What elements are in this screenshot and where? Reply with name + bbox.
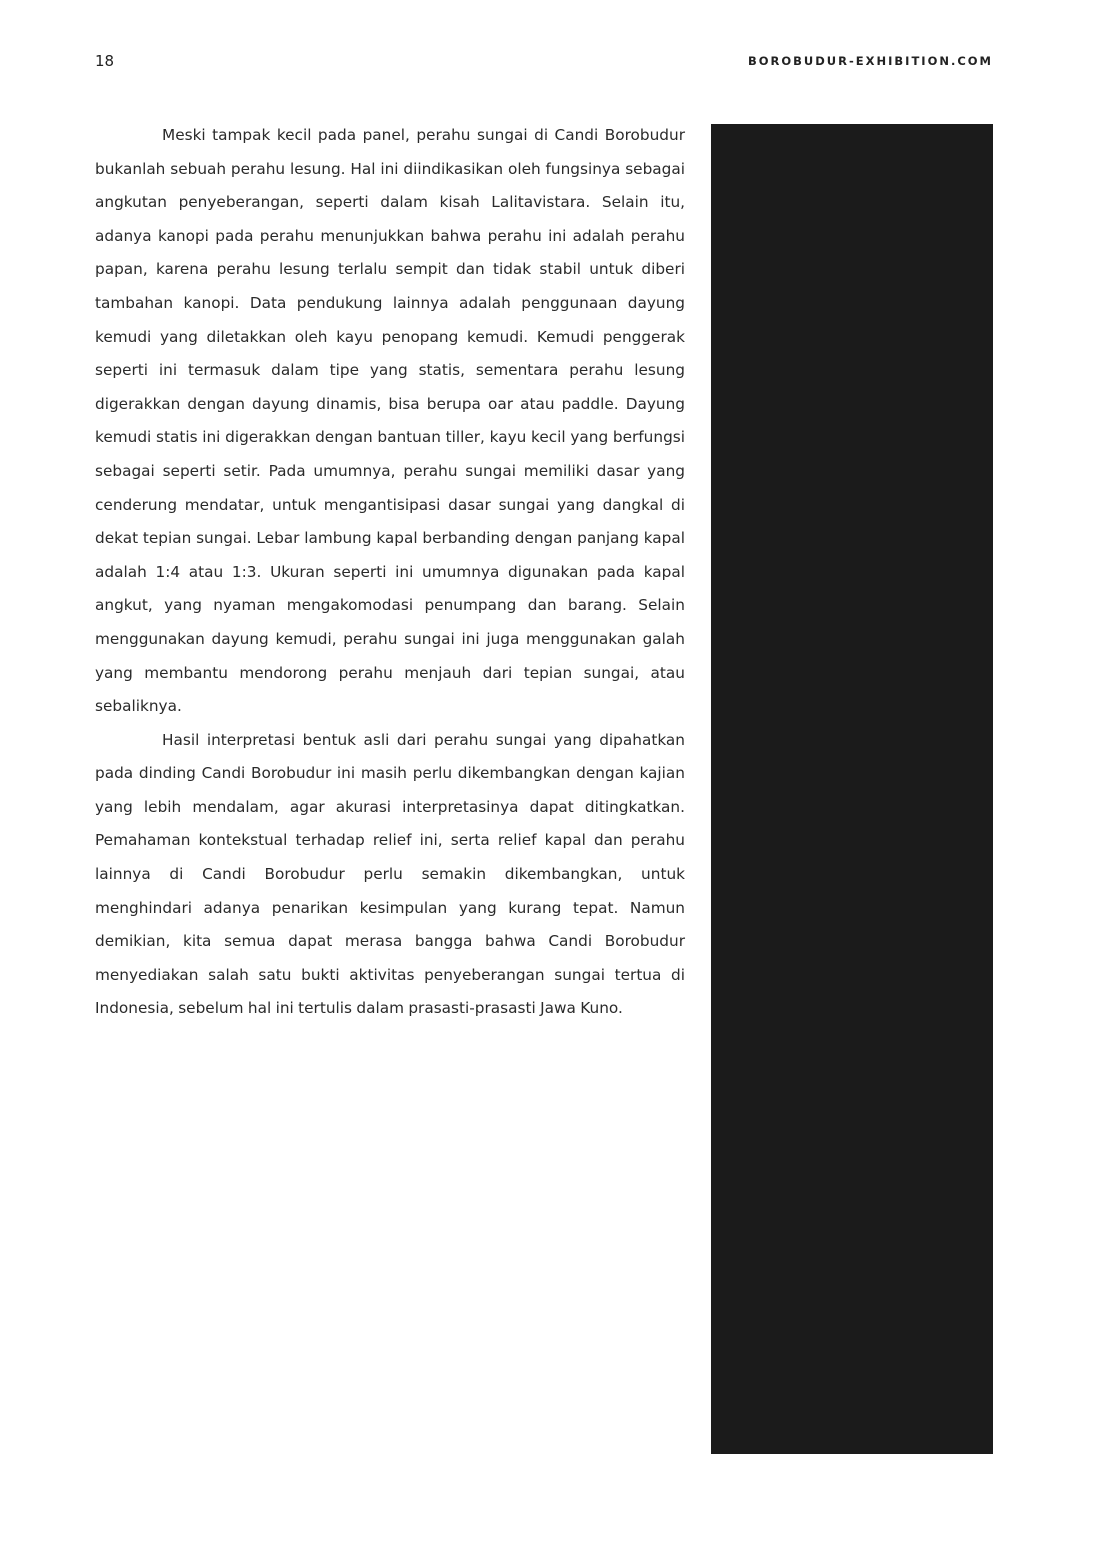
paragraph: Hasil interpretasi bentuk asli dari perahu sungai yang dipahatkan pada dinding Candi Borobudur ini masih perlu dikembangkan dengan kajian yang lebih mendalam, agar akurasi interpretasinya dapat ditingkatkan. Pemahaman kontekstual terhadap relief ini, serta relief kapal dan perahu lainnya di Candi Borobudur perlu semakin dikembangkan, untuk menghindari adanya penarikan kesimpulan yang kurang tepat. Namun demikian, kita semua dapat merasa bangga bahwa Candi Borobudur menyediakan salah satu bukti aktivitas penyeberangan sungai tertua di Indonesia, sebelum hal ini tertulis dalam prasasti-prasasti Jawa Kuno. (95, 730, 685, 1018)
paragraph: Meski tampak kecil pada panel, perahu sungai di Candi Borobudur bukanlah sebuah perahu lesung. Hal ini diindikasikan oleh fungsinya sebagai angkutan penyeberangan, seperti dalam kisah Lalitavistara. Selain itu, adanya kanopi pada perahu menunjukkan bahwa perahu ini adalah perahu papan, karena perahu lesung terlalu sempit dan tidak stabil untuk diberi tambahan kanopi. Data pendukung lainnya adalah penggunaan dayung kemudi yang diletakkan oleh kayu penopang kemudi. Kemudi penggerak seperti ini termasuk dalam tipe yang statis, sementara perahu lesung digerakkan dengan dayung dinamis, bisa berupa oar atau paddle. Dayung kemudi statis ini digerakkan dengan bantuan tiller, kayu kecil yang berfungsi sebagai seperti setir. Pada umumnya, perahu sungai memiliki dasar yang cenderung mendatar, untuk mengantisipasi dasar sungai yang dangkal di dekat tepian sungai. Lebar lambung kapal berbanding dengan panjang kapal adalah 1:4 atau 1:3. Ukuran seperti ini umumnya digunakan pada kapal angkut, yang nyaman mengakomodasi penumpang dan barang. Selain menggunakan dayung kemudi, perahu sungai ini juga menggunakan galah yang membantu mendorong perahu menjauh dari tepian sungai, atau sebaliknya. (95, 126, 685, 716)
site-url: BOROBUDUR-EXHIBITION.COM (747, 54, 993, 68)
page-number: 18 (95, 52, 115, 70)
image-panel (711, 124, 993, 1454)
body-text (95, 119, 685, 1026)
